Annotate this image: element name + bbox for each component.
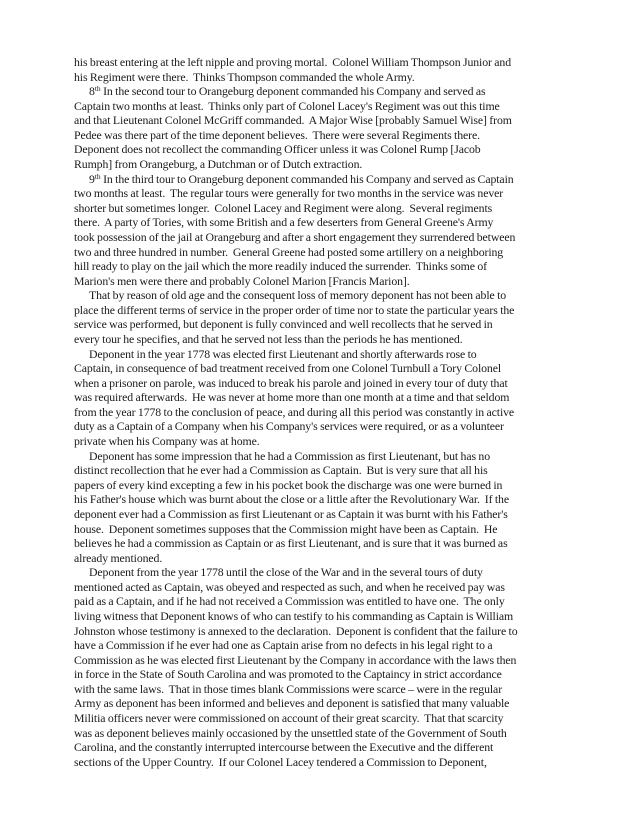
text-line: hill ready to play on the jail which the more readily induced the surrender. Thinks some of: [74, 259, 487, 274]
text-line: Deponent in the year 1778 was elected first Lieutenant and shortly afterwards rose to: [89, 346, 477, 361]
text-line: was required afterwards. He was never at home more than one month at a time and that seldom: [74, 390, 510, 405]
text-line: have a Commission if he ever had one as Captain arise from no defects in his legal right to a: [74, 638, 493, 653]
text-line: when a prisoner on parole, was induced to break his parole and joined in every tour of duty that: [74, 375, 508, 390]
ordinal-number: 9: [89, 171, 95, 186]
text-line: Pedee was there part of the time deponent believes. There were several Regiments there.: [74, 127, 480, 142]
text-line: distinct recollection that he ever had a Commission as Captain. But is very sure that all his: [74, 463, 488, 478]
text-line: Captain, in consequence of bad treatment received from one Colonel Turnbull a Tory Colonel: [74, 361, 502, 376]
text-line: mentioned acted as Captain, was obeyed and respected as such, and when he received pay was: [74, 579, 505, 594]
text-line: Army as deponent has been informed and believes and deponent is satisfied that many valuable: [74, 696, 510, 711]
paragraph: [74, 288, 574, 346]
text-line: Captain two months at least. Thinks only part of Colonel Lacey's Regiment was out this time: [74, 98, 500, 113]
text-line: Deponent from the year 1778 until the close of the War and in the several tours of duty: [89, 565, 483, 580]
text-line: and that Lieutenant Colonel McGriff commanded. A Major Wise [probably Samuel Wise] from: [74, 113, 512, 128]
document-body: [74, 55, 574, 769]
text-line: papers of every kind excepting a few in his pocket book the discharge was one were burned in: [74, 477, 503, 492]
ordinal-number: 8: [89, 84, 95, 99]
text-line: already mentioned.: [74, 550, 163, 565]
text-line: from the year 1778 to the conclusion of peace, and during all this period was constantly in active: [74, 404, 515, 419]
text-line: deponent ever had a Commission as first Lieutenant or as Captain it was burnt with his Father's: [74, 506, 508, 521]
paragraph: [74, 84, 574, 171]
text-line: believes he had a commission as Captain or as first Lieutenant, and is sure that it was burned as: [74, 536, 508, 551]
text-line: Deponent has some impression that he had a Commission as first Lieutenant, but has no: [89, 448, 491, 463]
text-line: Commission as he was elected first Lieutenant by the Company in accordance with the laws then: [74, 652, 517, 667]
text-line: house. Deponent sometimes supposes that the Commission might have been as Captain. He: [74, 521, 498, 536]
text-line: private when his Company was at home.: [74, 434, 260, 449]
text-line: 9th In the third tour to Orangeburg deponent commanded his Company and served as Captain: [89, 171, 514, 186]
paragraph: [74, 565, 574, 769]
text-line: every tour he specifies, and that he served not less than the periods he has mentioned.: [74, 331, 463, 346]
text-line: Johnston whose testimony is annexed to the declaration. Deponent is confident that the failure to: [74, 623, 518, 638]
text-line: 8th In the second tour to Orangeburg deponent commanded his Company and served as: [89, 84, 486, 99]
text-line: service was performed, but deponent is fully convinced and well recollects that he served in: [74, 317, 493, 332]
ordinal-suffix: th: [94, 84, 101, 94]
text-line: his breast entering at the left nipple and proving mortal. Colonel William Thompson Junior and: [74, 55, 512, 69]
text-line: Militia officers never were commissioned on account of their great scarcity. That that scarcity: [74, 711, 504, 726]
text-line: Carolina, and the constantly interrupted intercourse between the Executive and the different: [74, 740, 494, 755]
text-line: in force in the State of South Carolina and was promoted to the Captaincy in strict accordance: [74, 667, 502, 682]
text-line: Rumph] from Orangeburg, a Dutchman or of Dutch extraction.: [74, 157, 363, 172]
text-line: Marion's men were there and probably Colonel Marion [Francis Marion].: [74, 273, 410, 288]
text-line: living witness that Deponent knows of who can testify to his commanding as Captain is William: [74, 608, 514, 623]
text-line: shorter but sometimes longer. Colonel Lacey and Regiment were along. Several regiments: [74, 200, 493, 215]
text-line: was as deponent believes mainly occasioned by the unsettled state of the Government of South: [74, 725, 507, 740]
text-line: with the same laws. That in those times blank Commissions were scarce – were in the regular: [74, 681, 503, 696]
text-line: there. A party of Tories, with some British and a few deserters from General Greene's Army: [74, 215, 494, 230]
text-line: took possession of the jail at Orangeburg and after a short engagement they surrendered between: [74, 229, 516, 244]
text-line: two months at least. The regular tours were generally for two months in the service was never: [74, 186, 504, 201]
paragraph: [74, 449, 574, 566]
text-line: Deponent does not recollect the commanding Officer unless it was Colonel Rump [Jacob: [74, 142, 481, 157]
text-line: place the different terms of service in the proper order of time nor to state the particular years the: [74, 302, 515, 317]
paragraph: [74, 347, 574, 449]
text-line: duty as a Captain of a Company when his Company's services were required, or as a volunteer: [74, 419, 504, 434]
text-line: sections of the Upper Country. If our Colonel Lacey tendered a Commission to Deponent,: [74, 754, 487, 769]
paragraph: [74, 172, 574, 289]
text-line: his Father's house which was burnt about the close or a little after the Revolutionary War. If the: [74, 492, 509, 507]
text-line: his Regiment were there. Thinks Thompson commanded the whole Army.: [74, 69, 415, 84]
text-line: That by reason of old age and the consequent loss of memory deponent has not been able to: [89, 288, 507, 303]
text-line: two and three hundred in number. General Greene had posted some artillery on a neighboring: [74, 244, 504, 259]
ordinal-suffix: th: [94, 171, 101, 181]
text-line: paid as a Captain, and if he had not received a Commission was entitled to have one. The only: [74, 594, 505, 609]
paragraph: [74, 55, 574, 84]
